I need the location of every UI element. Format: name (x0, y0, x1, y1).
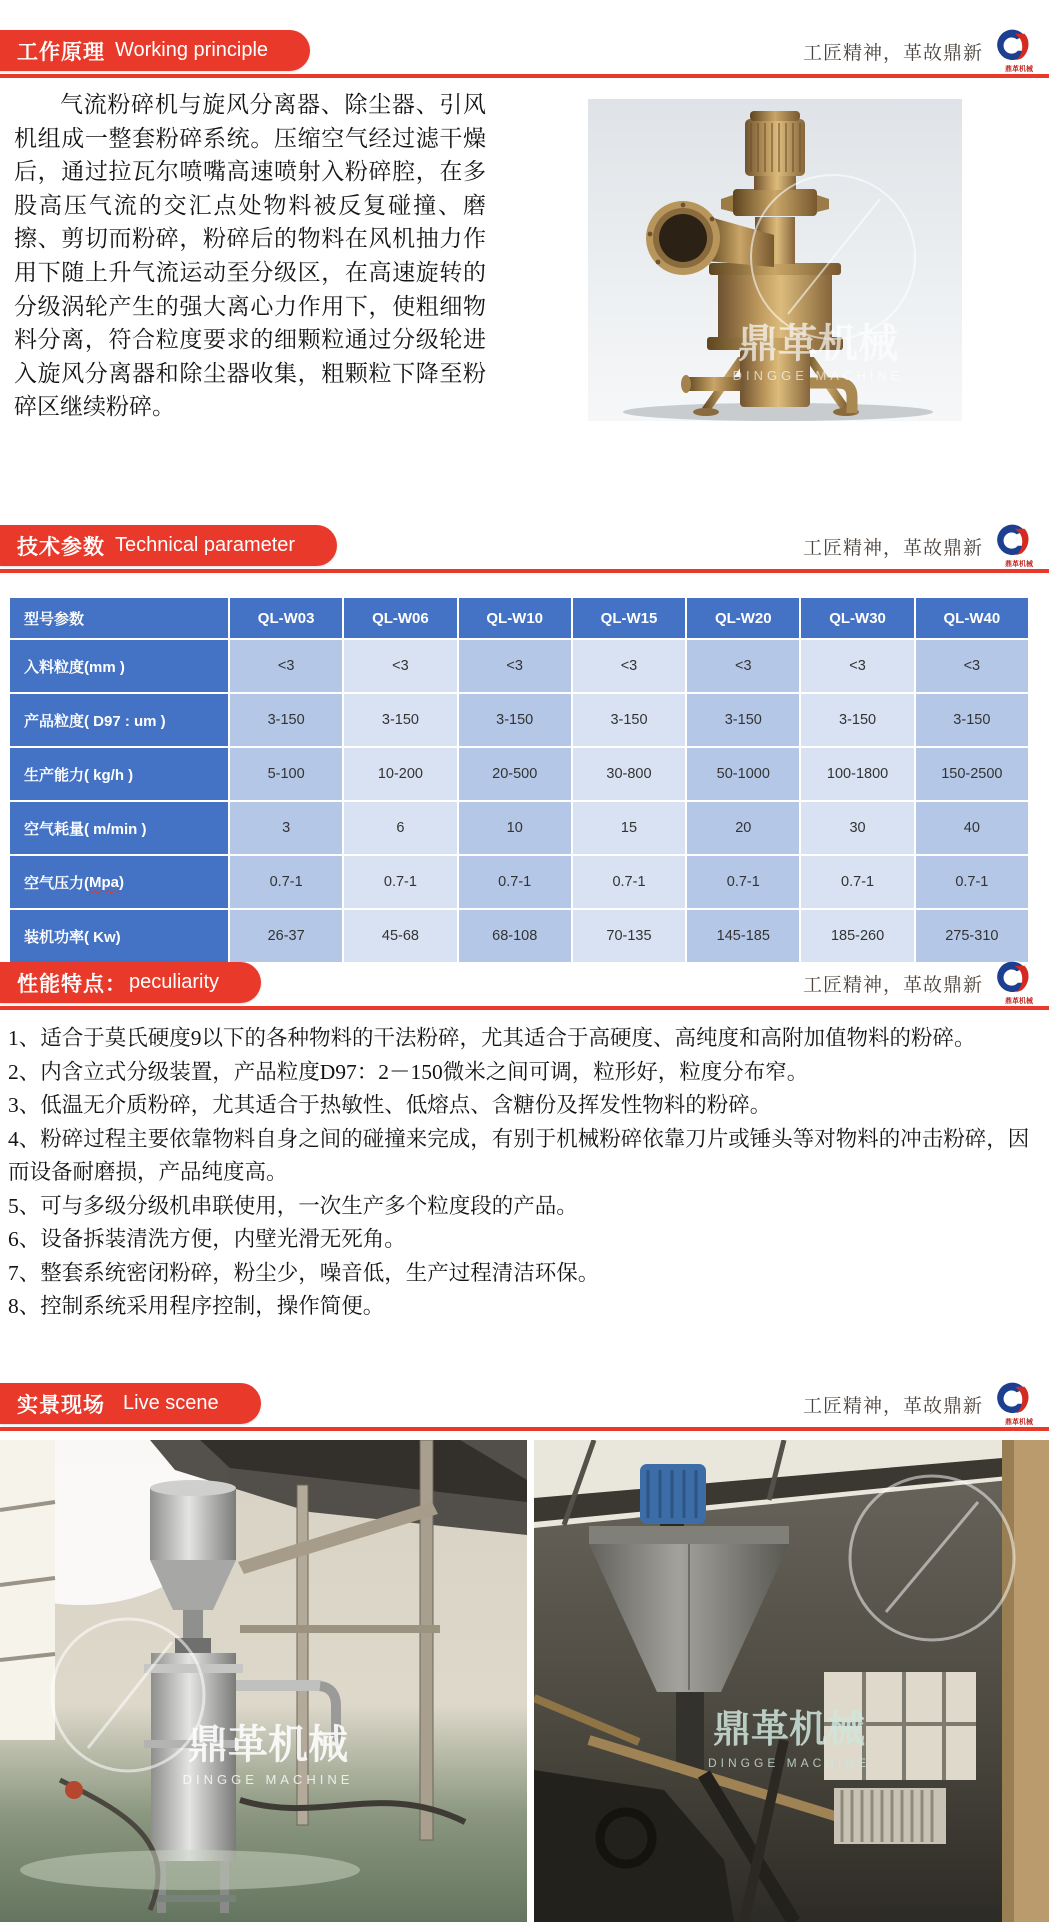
value-cell: 275-310 (916, 910, 1028, 962)
feature-item-8: 8、控制系统采用程序控制，操作简便。 (8, 1294, 385, 1318)
section-divider-line (0, 74, 1049, 78)
row-label: 装机功率( Kw) (10, 910, 228, 962)
value-cell: 100-1800 (801, 748, 913, 800)
value-cell: <3 (230, 640, 342, 692)
brand-logo (995, 523, 1043, 575)
watermark-en: DINGGE MACHINE (732, 368, 904, 383)
value-cell: 150-2500 (916, 748, 1028, 800)
brand-logo (995, 960, 1043, 1012)
section-divider-line (0, 569, 1049, 573)
table-row (10, 748, 1028, 800)
value-cell: 3-150 (687, 694, 799, 746)
table-row (10, 640, 1028, 692)
photo-live-scene-right (534, 1440, 1049, 1922)
banner-title-en: Live scene (123, 1392, 219, 1414)
value-cell: 0.7-1 (230, 856, 342, 908)
live-scene-photos (0, 1440, 1049, 1922)
model-column-header: QL-W40 (916, 598, 1028, 638)
peculiarity-list (8, 1022, 1046, 1324)
section-divider-line (0, 1427, 1049, 1431)
value-cell: 0.7-1 (916, 856, 1028, 908)
value-cell: <3 (344, 640, 456, 692)
logo-text: 鼎革机械 (1005, 998, 1033, 1005)
brand-motto: 工匠精神，革故鼎新 (802, 1396, 983, 1417)
model-column-header: QL-W03 (230, 598, 342, 638)
section-banner-working-principle (0, 30, 1049, 78)
banner-pill (0, 962, 261, 1003)
table-corner-model-params: 型号参数 (10, 598, 228, 638)
watermark-zh: 鼎革机械 (188, 1723, 348, 1767)
value-cell: 3-150 (801, 694, 913, 746)
banner-title-zh: 实景现场 (17, 1393, 105, 1417)
model-column-header: QL-W15 (573, 598, 685, 638)
gd-logo-icon (995, 960, 1033, 998)
table-row (10, 910, 1028, 962)
value-cell: 70-135 (573, 910, 685, 962)
banner-title-en: peculiarity (129, 971, 220, 993)
row-label: 产品粒度( D97 : um ) (10, 694, 228, 746)
table-header-row (10, 598, 1028, 638)
value-cell: 26-37 (230, 910, 342, 962)
product-render-image (588, 99, 962, 421)
value-cell: 3-150 (916, 694, 1028, 746)
working-principle-paragraph: 气流粉碎机与旋风分离器、除尘器、引风机组成一整套粉碎系统。压缩空气经过滤干燥后，通过拉瓦尔喷嘴高速喷射入粉碎腔，在多股高压气流的交汇点处物料被反复碰撞、磨擦、剪切而粉碎，粉碎后的物料在风机抽力作用下随上升气流运动至分级区，在高速旋转的分级涡轮产生的强大离心力作用下，使粗细物料分离，符合粒度要求的细颗粒通过分级轮进入旋风分离器和除尘器收集，粗颗粒下降至粉碎区继续粉碎。 (14, 92, 486, 420)
value-cell: 68-108 (459, 910, 571, 962)
table-body (10, 640, 1028, 962)
watermark-en: DINGGE MACHINE (707, 1756, 871, 1770)
feature-item-1: 1、适合于莫氏硬度9以下的各种物料的干法粉碎，尤其适合于高硬度、高纯度和高附加值物料的粉碎。 (8, 1026, 976, 1050)
feature-item-5: 5、可与多级分级机串联使用，一次生产多个粒度段的产品。 (8, 1193, 578, 1218)
table-row (10, 802, 1028, 854)
section-divider-line (0, 1006, 1049, 1010)
value-cell: 0.7-1 (344, 856, 456, 908)
section-banner-technical-parameter (0, 525, 1049, 573)
banner-title-en: Technical parameter (115, 534, 296, 556)
value-cell: 45-68 (344, 910, 456, 962)
value-cell: <3 (801, 640, 913, 692)
value-cell: 10 (459, 802, 571, 854)
gd-logo-icon (995, 28, 1033, 66)
value-cell: 30 (801, 802, 913, 854)
gd-logo-icon (995, 1381, 1033, 1419)
photo-live-scene-left (0, 1440, 527, 1922)
value-cell: 6 (344, 802, 456, 854)
model-column-header: QL-W20 (687, 598, 799, 638)
value-cell: 145-185 (687, 910, 799, 962)
table-row (10, 856, 1028, 908)
value-cell: 20-500 (459, 748, 571, 800)
value-cell: 3-150 (573, 694, 685, 746)
value-cell: 0.7-1 (459, 856, 571, 908)
value-cell: 185-260 (801, 910, 913, 962)
row-label: 生产能力( kg/h ) (10, 748, 228, 800)
value-cell: 20 (687, 802, 799, 854)
value-cell: 0.7-1 (801, 856, 913, 908)
value-cell: 50-1000 (687, 748, 799, 800)
value-cell: <3 (573, 640, 685, 692)
brand-motto: 工匠精神，革故鼎新 (802, 43, 983, 64)
value-cell: 15 (573, 802, 685, 854)
brand-logo (995, 28, 1043, 80)
feature-item-4: 4、粉碎过程主要依靠物料自身之间的碰撞来完成，有别于机械粉碎依靠刀片或锤头等对物料的冲击粉碎，因而设备耐磨损，产品纯度高。 (8, 1126, 1030, 1184)
value-cell: 5-100 (230, 748, 342, 800)
section-banner-peculiarity (0, 962, 1049, 1010)
brand-logo (995, 1381, 1043, 1433)
feature-item-7: 7、整套系统密闭粉碎，粉尘少，噪音低，生产过程清洁环保。 (8, 1260, 600, 1285)
value-cell: 30-800 (573, 748, 685, 800)
value-cell: <3 (916, 640, 1028, 692)
watermark-zh: 鼎革机械 (738, 322, 898, 366)
logo-text: 鼎革机械 (1005, 561, 1033, 568)
gd-logo-icon (995, 523, 1033, 561)
value-cell: 3-150 (344, 694, 456, 746)
banner-title-en: Working principle (115, 39, 269, 61)
value-cell: 10-200 (344, 748, 456, 800)
row-label: 入料粒度(mm ) (10, 640, 228, 692)
value-cell: <3 (459, 640, 571, 692)
banner-title-zh: 性能特点： (17, 972, 127, 996)
banner-title-zh: 工作原理 (17, 40, 105, 64)
technical-parameter-table (10, 598, 1028, 964)
row-label: 空气耗量( m/min ) (10, 802, 228, 854)
feature-item-6: 6、设备拆装清洗方便，内壁光滑无死角。 (8, 1227, 406, 1251)
value-cell: 3-150 (230, 694, 342, 746)
logo-text: 鼎革机械 (1005, 1419, 1033, 1426)
banner-pill (0, 1383, 261, 1424)
logo-text: 鼎革机械 (1005, 66, 1033, 73)
banner-pill (0, 30, 310, 71)
table-row (10, 694, 1028, 746)
model-column-header: QL-W10 (459, 598, 571, 638)
watermark-en: DINGGE MACHINE (182, 1772, 354, 1787)
value-cell: <3 (687, 640, 799, 692)
value-cell: 40 (916, 802, 1028, 854)
section-banner-live-scene (0, 1383, 1049, 1431)
row-label: 空气压力( Mpa ) (10, 856, 228, 908)
value-cell: 0.7-1 (573, 856, 685, 908)
value-cell: 3-150 (459, 694, 571, 746)
model-column-header: QL-W06 (344, 598, 456, 638)
banner-pill (0, 525, 337, 566)
banner-title-zh: 技术参数 (17, 535, 105, 559)
value-cell: 0.7-1 (687, 856, 799, 908)
watermark-zh: 鼎革机械 (712, 1709, 866, 1751)
feature-item-2: 2、内含立式分级装置，产品粒度D97：2－150微米之间可调，粒形好，粒度分布窄。 (8, 1059, 809, 1084)
model-column-header: QL-W30 (801, 598, 913, 638)
brand-motto: 工匠精神，革故鼎新 (802, 975, 983, 996)
photo-divider (527, 1440, 534, 1922)
brand-motto: 工匠精神，革故鼎新 (802, 538, 983, 559)
value-cell: 3 (230, 802, 342, 854)
feature-item-3: 3、低温无介质粉碎，尤其适合于热敏性、低熔点、含糖份及挥发性物料的粉碎。 (8, 1093, 772, 1117)
